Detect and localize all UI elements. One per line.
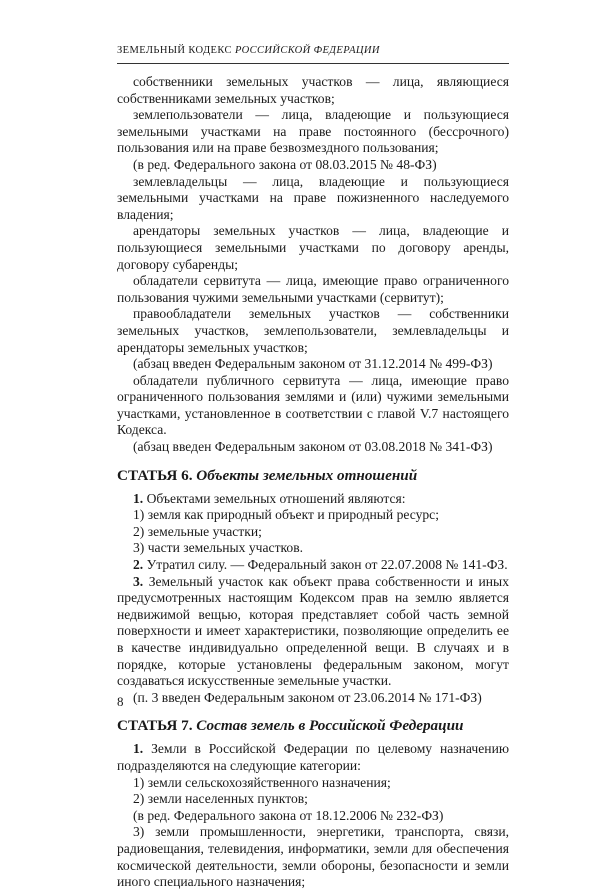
article-7-heading: [117, 717, 509, 735]
article-7-number: СТАТЬЯ 7.: [117, 717, 193, 735]
article-6: [117, 467, 509, 707]
clause-item: 1) земля как природный объект и природный ресурс;: [133, 507, 439, 523]
clause-text: Земельный участок как объект права собственности и иных предусмотренных настоящим Кодексом прав на землю является недвижимой вещью, которая представляет собой часть земной поверхности и имеет характеристики, позволяющие определить ее в качестве индивидуально определенной вещи. В случаях и в порядке, которые установлены федеральным законом, могут создаваться искусственные земельные участки.: [117, 573, 509, 689]
paragraph: землевладельцы — лица, владеющие и пользующиеся земельными участками на праве пожизненного наследуемого владения;: [117, 173, 509, 222]
clause-item: 1) земли сельскохозяйственного назначения;: [133, 774, 391, 790]
clause: [117, 741, 509, 774]
running-header-left: ЗЕМЕЛЬНЫЙ КОДЕКС: [117, 45, 235, 56]
clause-item: 3) земли промышленности, энергетики, транспорта, связи, радиовещания, телевидения, информатики, земли для обеспечения космической деятельности, земли обороны, безопасности и земли иного специального назначения;: [117, 824, 509, 890]
amendment-note: (в ред. Федерального закона от 08.03.2015 № 48-ФЗ): [133, 156, 437, 172]
paragraph: землепользователи — лица, владеющие и пользующиеся земельными участками на праве постоянного (бессрочного) пользования или на праве безвозмездного пользования;: [117, 107, 509, 156]
amendment-note: (абзац введен Федеральным законом от 03.08.2018 № 341-ФЗ): [133, 439, 493, 455]
article-7: [117, 717, 509, 890]
article-6-number: СТАТЬЯ 6.: [117, 466, 193, 484]
paragraph: арендаторы земельных участков — лица, владеющие и пользующиеся земельными участками по договору аренды, договору субаренды;: [117, 223, 509, 272]
clause-item: 2) земельные участки;: [133, 523, 262, 539]
clause-number: 1.: [133, 741, 144, 757]
clause-number: 1.: [133, 490, 144, 506]
clause-item: 3) части земельных участков.: [133, 540, 304, 556]
paragraph: обладатели публичного сервитута — лица, имеющие право ограниченного пользования землями и (или) чужими земельными участками, установленное в соответствии с главой V.7 настоящего Кодекса.: [117, 372, 509, 438]
clause-text: Объектами земельных отношений являются:: [146, 490, 406, 506]
article-6-heading: [117, 467, 509, 485]
running-header: [117, 45, 380, 56]
clause-text: Земли в Российской Федерации по целевому назначению подразделяются на следующие категории:: [117, 741, 509, 773]
clause-number: 2.: [133, 557, 144, 573]
article-7-title: Состав земель в Российской Федерации: [196, 717, 464, 735]
clause-number: 3.: [133, 573, 144, 589]
clause-text: Утратил силу. — Федеральный закон от 22.07.2008 № 141-ФЗ.: [146, 557, 508, 573]
intro-section: [117, 74, 509, 456]
clause: [117, 574, 509, 690]
clause: [117, 557, 509, 574]
article-6-title: Объекты земельных отношений: [196, 466, 418, 484]
amendment-note: (абзац введен Федеральным законом от 31.12.2014 № 499-ФЗ): [133, 356, 493, 372]
amendment-note: (в ред. Федерального закона от 18.12.2006 № 232-ФЗ): [133, 807, 444, 823]
paragraph: обладатели сервитута — лица, имеющие право ограниченного пользования чужими земельными участками (сервитут);: [117, 273, 509, 305]
running-header-right: РОССИЙСКОЙ ФЕДЕРАЦИИ: [234, 45, 380, 56]
paragraph: собственники земельных участков — лица, являющиеся собственниками земельных участков;: [117, 74, 509, 106]
paragraph: правообладатели земельных участков — собственники земельных участков, землепользователи, землевладельцы и арендаторы земельных участков;: [117, 306, 509, 355]
amendment-note: (п. 3 введен Федеральным законом от 23.06.2014 № 171-ФЗ): [133, 689, 482, 705]
clause-item: 2) земли населенных пунктов;: [133, 791, 308, 807]
header-rule: [117, 63, 509, 64]
page-number: 8: [117, 694, 124, 709]
clause: [117, 491, 509, 508]
page-content: [117, 74, 509, 891]
